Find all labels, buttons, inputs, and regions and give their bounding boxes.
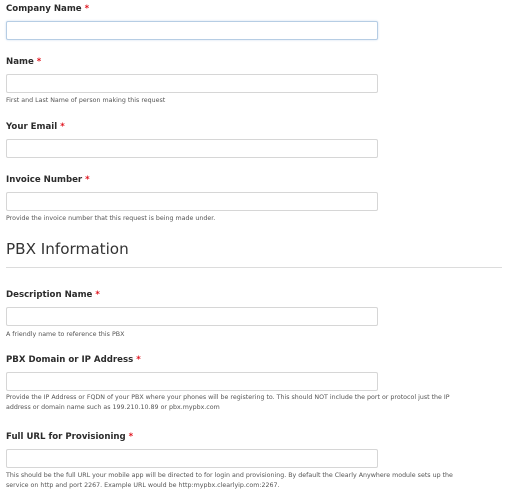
- required-asterisk: *: [95, 290, 100, 300]
- required-asterisk: *: [85, 175, 90, 185]
- pbx-domain-help-line-2: address or domain name such as 199.210.10.89 or pbx.mypbx.com: [6, 404, 220, 411]
- description-name-label: Description Name *: [6, 290, 100, 300]
- email-label: Your Email *: [6, 122, 65, 132]
- provisioning-url-help-line-2: service on http and port 2267. Example URL would be http:mypbx.clearlyip.com:2267.: [6, 482, 280, 489]
- pbx-domain-help-line-1: Provide the IP Address or FQDN of your PBX where your phones will be registering to. This should NOT include the port or protocol just the IP: [6, 394, 450, 401]
- required-asterisk: *: [36, 57, 42, 67]
- required-asterisk: *: [60, 122, 65, 132]
- provisioning-url-help-line-1: This should be the full URL your mobile app will be directed to for login and provisioning. By default the Clearly Anywhere module sets up the: [6, 472, 453, 479]
- pbx-section-title: PBX Information: [6, 240, 129, 258]
- invoice-input[interactable]: [6, 192, 378, 211]
- email-input[interactable]: [6, 139, 378, 158]
- name-label: Name *: [6, 57, 42, 67]
- invoice-help-text: Provide the invoice number that this request is being made under.: [6, 215, 216, 222]
- description-name-input[interactable]: [6, 307, 378, 326]
- company-name-input[interactable]: [6, 21, 378, 40]
- required-asterisk: *: [128, 432, 134, 442]
- pbx-domain-input[interactable]: [6, 372, 378, 391]
- name-input[interactable]: [6, 74, 378, 93]
- pbx-domain-label: PBX Domain or IP Address *: [6, 355, 141, 365]
- provisioning-url-input[interactable]: [6, 449, 378, 468]
- name-help-text: First and Last Name of person making this request: [6, 97, 166, 104]
- required-asterisk: *: [136, 355, 141, 365]
- description-name-help-text: A friendly name to reference this PBX: [6, 331, 125, 338]
- required-asterisk: *: [84, 4, 90, 14]
- invoice-label: Invoice Number *: [6, 175, 90, 185]
- company-name-label: Company Name *: [6, 4, 90, 14]
- section-divider: [6, 267, 502, 268]
- provisioning-url-label: Full URL for Provisioning *: [6, 432, 134, 442]
